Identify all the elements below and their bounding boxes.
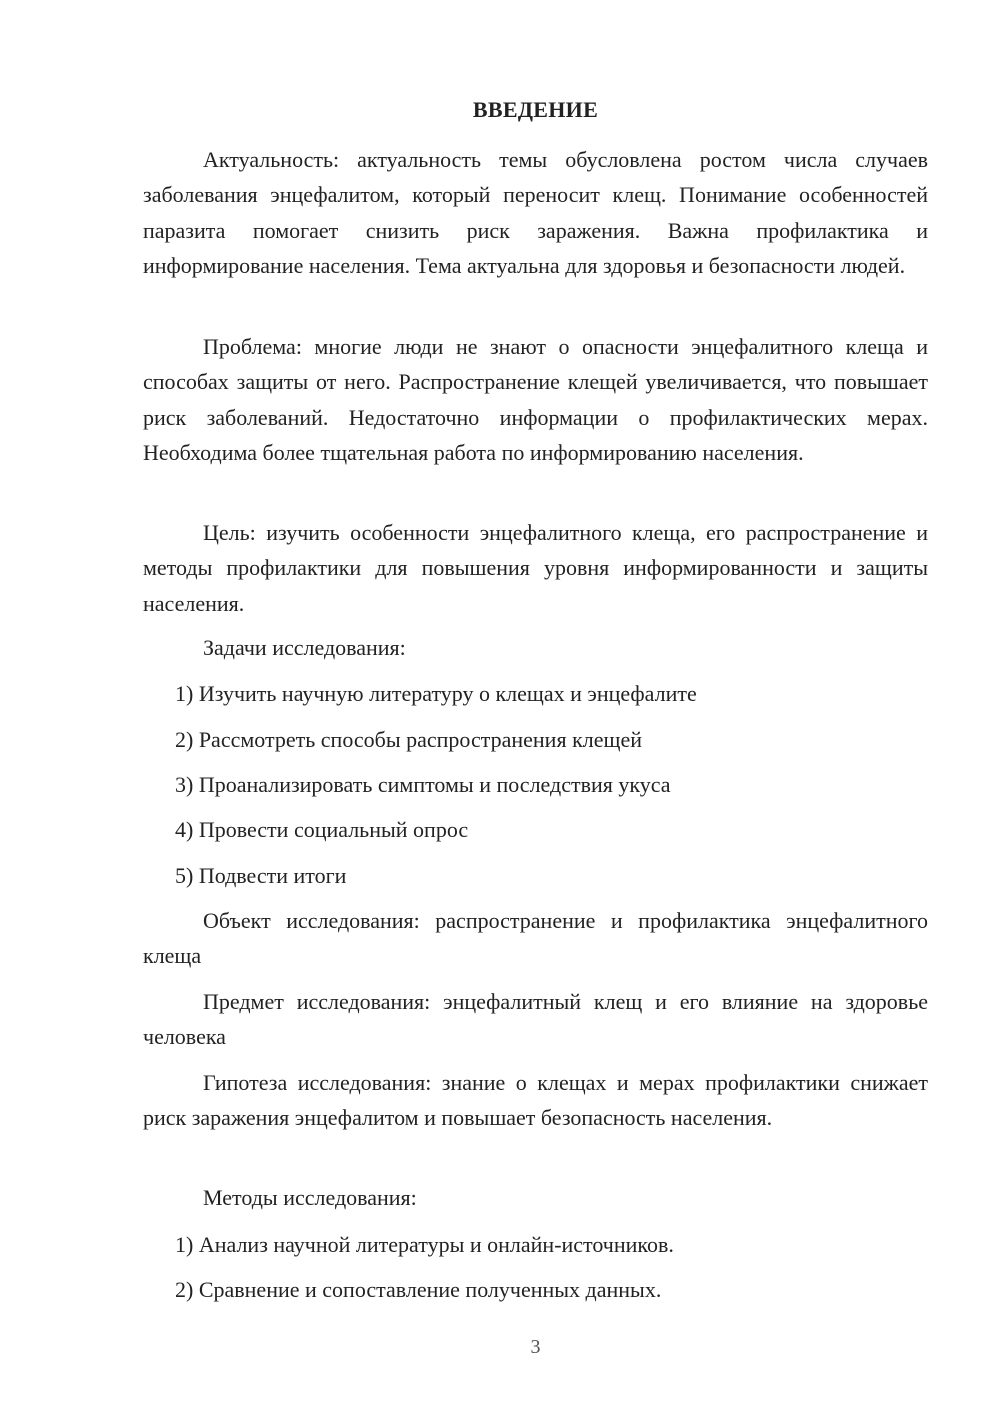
task-item: 5) Подвести итоги xyxy=(175,863,347,888)
method-item: 2) Сравнение и сопоставление полученных данных. xyxy=(175,1277,662,1302)
problem-paragraph: Проблема: многие люди не знают о опасности энцефалитного клеща и способах защиты от него. Распространение клещей увеличивается, что повышает риск заболеваний. Недостаточно информации о профилактических мерах. Необходима более тщательная работа по информированию населения. xyxy=(143,334,928,465)
task-item: 4) Провести социальный опрос xyxy=(175,817,469,842)
page-number: 3 xyxy=(530,1336,541,1358)
goal-paragraph: Цель: изучить особенности энцефалитного клеща, его распространение и методы профилактики для повышения уровня информированности и защиты населения. xyxy=(143,520,928,616)
tasks-heading: Задачи исследования: xyxy=(203,635,406,660)
methods-heading: Методы исследования: xyxy=(203,1185,417,1210)
task-item: 2) Рассмотреть способы распространения клещей xyxy=(175,727,642,752)
subject-paragraph: Предмет исследования: энцефалитный клещ и его влияние на здоровье человека xyxy=(143,989,928,1050)
document-page xyxy=(143,0,928,1414)
task-item: 1) Изучить научную литературу о клещах и энцефалите xyxy=(175,681,697,706)
hypothesis-paragraph: Гипотеза исследования: знание о клещах и мерах профилактики снижает риск заражения энцефалитом и повышает безопасность населения. xyxy=(143,1070,928,1131)
method-item: 1) Анализ научной литературы и онлайн-источников. xyxy=(175,1232,674,1257)
relevance-paragraph: Актуальность: актуальность темы обусловлена ростом числа случаев заболевания энцефалитом, который переносит клещ. Понимание особенностей паразита помогает снизить риск заражения. Важна профилактика и информирование населения. Тема актуальна для здоровья и безопасности людей. xyxy=(143,147,928,278)
section-title: ВВЕДЕНИЕ xyxy=(472,97,599,122)
task-item: 3) Проанализировать симптомы и последствия укуса xyxy=(175,772,671,797)
object-paragraph: Объект исследования: распространение и профилактика энцефалитного клеща xyxy=(143,908,928,969)
